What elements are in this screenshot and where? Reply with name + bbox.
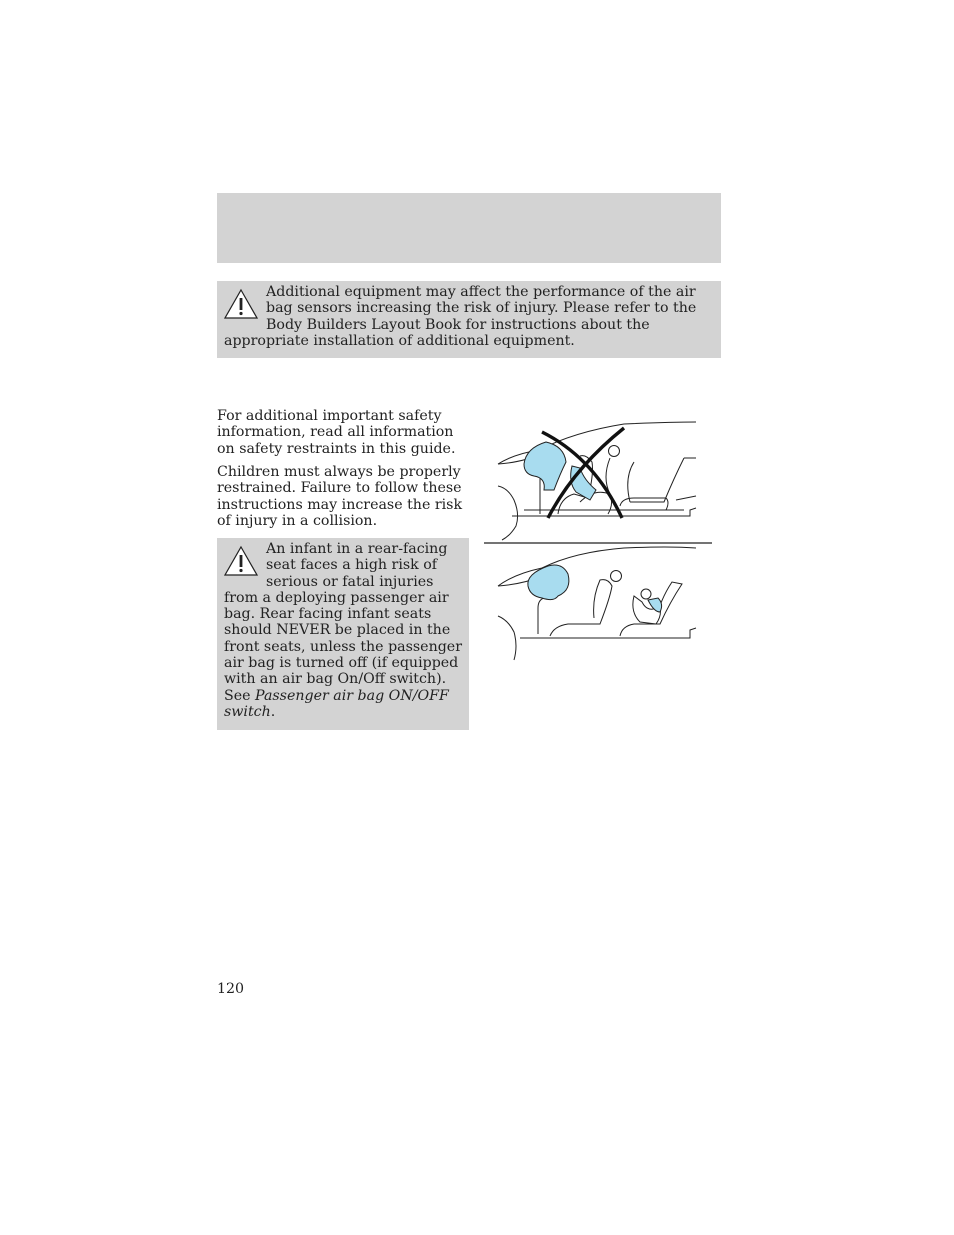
paragraph-children-restrained: Children must always be properly restrained. Failure to follow these instructions may increase the risk of injury in a collision. <box>217 464 463 529</box>
warning-box-infant <box>217 538 469 730</box>
illustration-rear-seat-correct <box>498 547 696 660</box>
page-number: 120 <box>217 981 245 997</box>
illustration-front-seat-prohibited <box>498 422 696 540</box>
airbag-infant-seat-illustration <box>484 418 716 672</box>
warning-box-equipment <box>217 281 721 358</box>
header-band <box>217 193 721 263</box>
warning-suffix: . <box>270 703 276 720</box>
paragraph-safety-info: For additional important safety information, read all information on safety restraints in this guide. <box>217 408 456 457</box>
warning-triangle-icon <box>224 288 258 320</box>
cross-reference: Passenger air bag ON/OFF switch <box>224 687 449 720</box>
warning-text: Additional equipment may affect the performance of the air bag sensors increasing the risk of injury. Please refer to the Body Builders Layout Book for instructions about the appropriate installation of additional equipment. <box>224 284 697 349</box>
warning-text: An infant in a rear-facing seat faces a high risk of serious or fatal injuries from a deploying passenger air bag. Rear facing infant seats should NEVER be placed in the front seats, unless the passenger air bag is turned off (if equipped with an air bag On/Off switch). See <box>224 541 462 704</box>
warning-triangle-icon <box>224 545 258 577</box>
